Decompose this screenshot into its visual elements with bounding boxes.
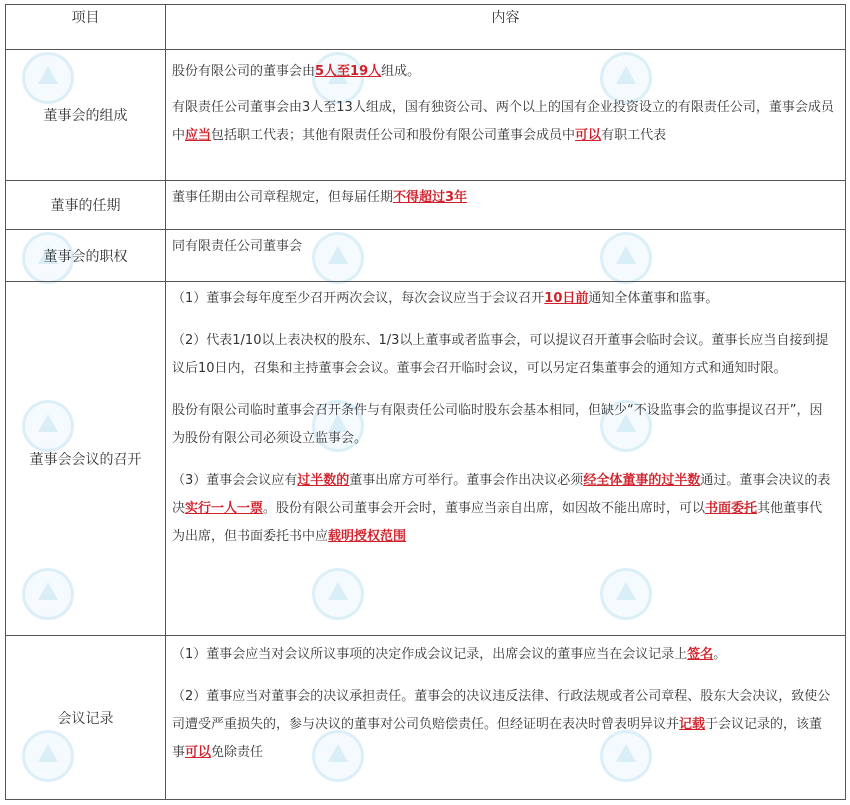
table-row-meeting — [6, 282, 846, 636]
highlight-text: 签名 — [687, 647, 714, 662]
paragraph — [172, 233, 835, 261]
text-segment: 同有限责任公司董事会 — [172, 239, 303, 254]
paragraph — [172, 397, 835, 453]
text-segment: 于会议记录的，该董事 — [172, 717, 823, 760]
text-segment: 有职工代表 — [601, 128, 667, 143]
row-content-term — [166, 181, 846, 230]
content-table — [5, 4, 846, 800]
text-segment: 通过。董事会决议的表决 — [172, 473, 831, 516]
row-label-meeting: 董事会会议的召开 — [6, 282, 166, 636]
table-row-minutes — [6, 636, 846, 800]
text-segment: 包括职工代表；其他有限责任公司和股份有限公司董事会成员中 — [211, 128, 576, 143]
text-segment: 董事出席方可举行。董事会作出决议必须 — [349, 473, 584, 488]
highlight-text: 实行一人一票 — [185, 501, 264, 516]
paragraph — [172, 184, 835, 212]
highlight-text: 过半数的 — [297, 473, 350, 488]
row-label-duties: 董事会的职权 — [6, 230, 166, 282]
header-item: 项目 — [6, 5, 166, 50]
paragraph — [172, 58, 835, 86]
text-segment: （1）董事会应当对会议所议事项的决定作成会议记录，出席会议的董事应当在会议记录上 — [172, 647, 688, 662]
row-label-composition: 董事会的组成 — [6, 50, 166, 181]
header-content: 内容 — [166, 5, 846, 50]
text-segment: 。股份有限公司董事会开会时，董事应当亲自出席，如因故不能出席时，可以 — [263, 501, 706, 516]
highlight-text: 可以 — [575, 128, 602, 143]
paragraph — [172, 641, 835, 669]
row-content-minutes — [166, 636, 846, 800]
highlight-text: 书面委托 — [705, 501, 758, 516]
table-row-term — [6, 181, 846, 230]
text-segment: 组成。 — [381, 64, 421, 79]
text-segment: 。 — [713, 647, 727, 662]
paragraph — [172, 683, 835, 767]
paragraph — [172, 285, 835, 313]
highlight-text: 5人至19人 — [315, 64, 382, 79]
text-segment: （3）董事会会议应有 — [172, 473, 298, 488]
text-segment: （2）代表1/10以上表决权的股东、1/3以上董事或者监事会，可以提议召开董事会临时会议。董事长应当自接到提议后10日内，召集和主持董事会会议。董事会召开临时会议，可以另定召集董事会的通知方式和通知时限。 — [172, 333, 829, 376]
text-segment: （2）董事应当对董事会的决议承担责任。董事会的决议违反法律、行政法规或者公司章程、股东大会决议，致使公司遭受严重损失的，参与决议的董事对公司负赔偿责任。但经证明在表决时曾表明异议并 — [172, 689, 831, 732]
highlight-text: 载明授权范围 — [328, 529, 407, 544]
paragraph — [172, 467, 835, 551]
text-segment: 免除责任 — [211, 745, 264, 760]
row-label-term: 董事的任期 — [6, 181, 166, 230]
text-segment: 通知全体董事和监事。 — [588, 291, 719, 306]
header-row — [6, 5, 846, 50]
highlight-text: 可以 — [185, 745, 212, 760]
table-row-duties — [6, 230, 846, 282]
table-row-composition — [6, 50, 846, 181]
paragraph — [172, 327, 835, 383]
highlight-text: 不得超过3年 — [393, 190, 468, 205]
text-segment: 其他董事代为出席，但书面委托书中应 — [172, 501, 823, 544]
text-segment: 有限责任公司董事会由3人至13人组成，国有独资公司、两个以上的国有企业投资设立的有限责任公司，董事会成员中 — [172, 100, 834, 143]
row-content-meeting — [166, 282, 846, 636]
highlight-text: 10日前 — [544, 291, 589, 306]
text-segment: 股份有限公司的董事会由 — [172, 64, 316, 79]
highlight-text: 记载 — [679, 717, 706, 732]
text-segment: （1）董事会每年度至少召开两次会议，每次会议应当于会议召开 — [172, 291, 545, 306]
text-segment: 董事任期由公司章程规定，但每届任期 — [172, 190, 394, 205]
highlight-text: 应当 — [185, 128, 212, 143]
paragraph — [172, 94, 835, 150]
row-content-duties — [166, 230, 846, 282]
text-segment: 股份有限公司临时董事会召开条件与有限责任公司临时股东会基本相同，但缺少“不设监事会的监事提议召开”，因为股份有限公司必须设立监事会。 — [172, 403, 823, 446]
row-label-minutes: 会议记录 — [6, 636, 166, 800]
row-content-composition — [166, 50, 846, 181]
highlight-text: 经全体董事的过半数 — [583, 473, 701, 488]
